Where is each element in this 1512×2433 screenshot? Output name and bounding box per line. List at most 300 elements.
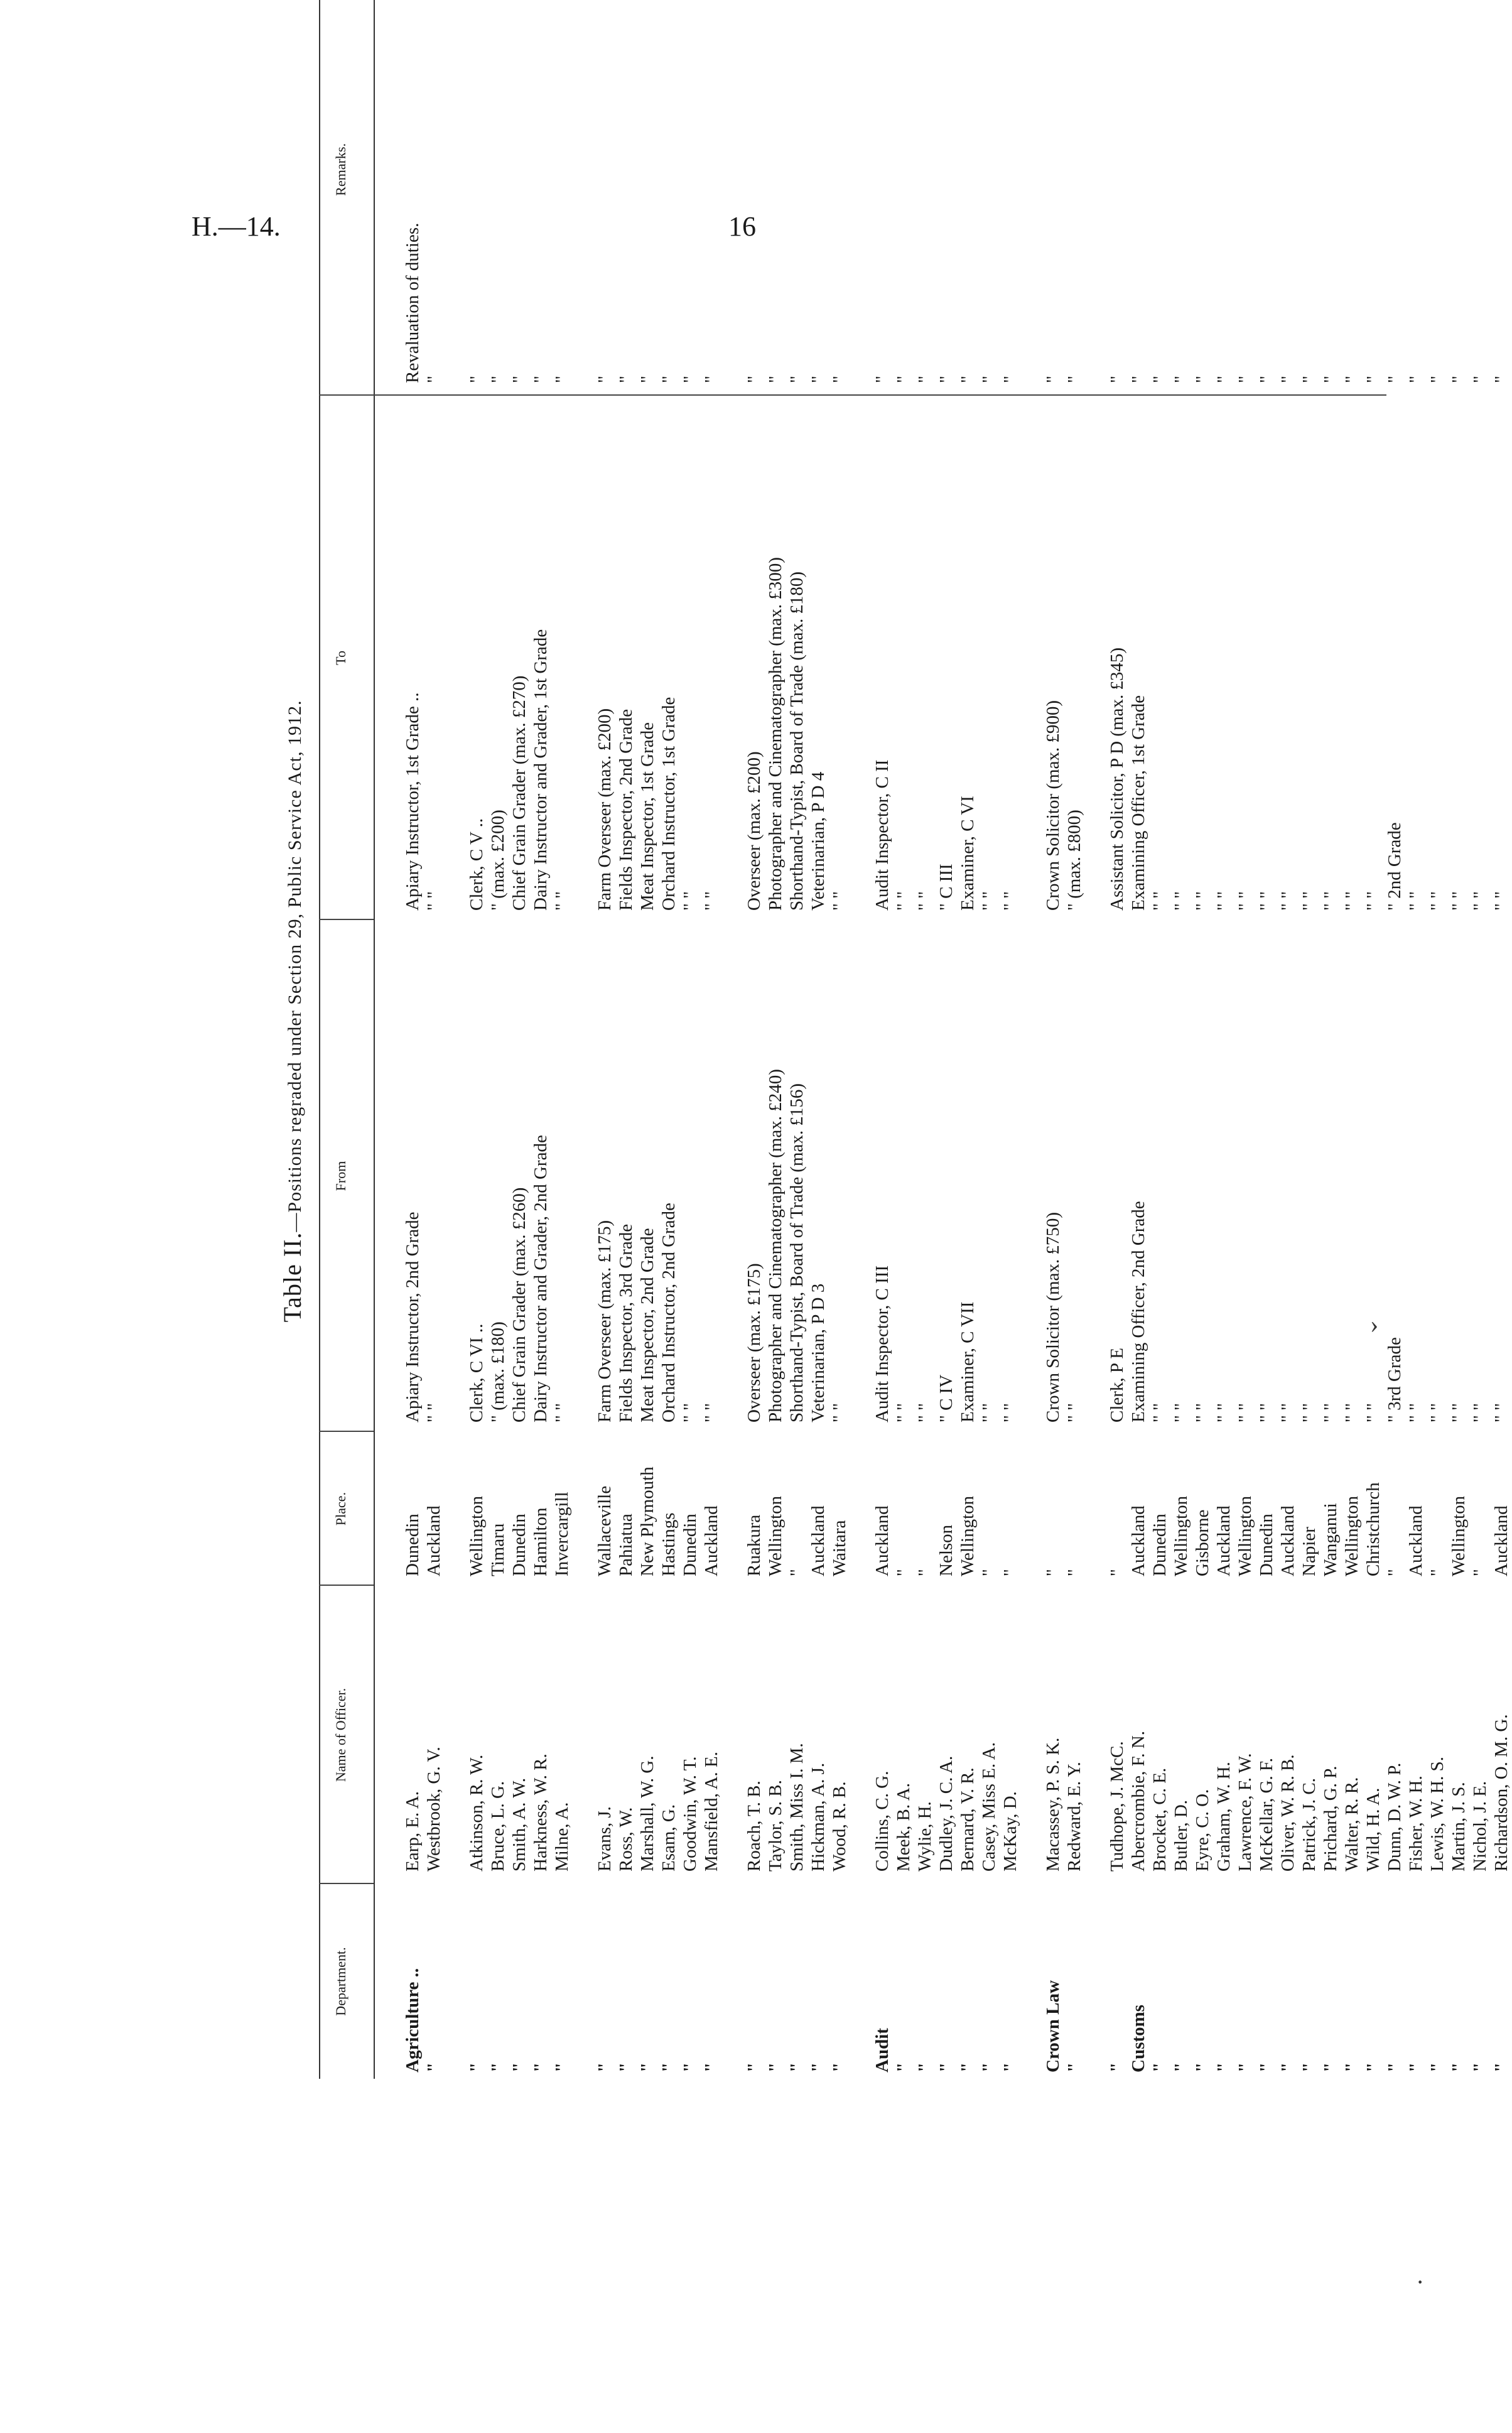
cell-name: Evans, J.: [595, 1806, 615, 1872]
cell-dept: ": [659, 2062, 679, 2073]
cell-remarks: ": [1150, 376, 1170, 383]
cell-to: Apiary Instructor, 1st Grade ..: [402, 692, 423, 911]
cell-remarks: ": [424, 376, 444, 383]
cell-remarks: ": [829, 376, 850, 383]
cell-to: Overseer (max. £200): [744, 751, 764, 911]
cell-from: Clerk, C VI ..: [467, 1323, 487, 1422]
cell-name: Bernard, V. R.: [958, 1767, 978, 1872]
cell-remarks: ": [680, 376, 700, 383]
cell-dept: Agriculture ..: [402, 1968, 423, 2073]
cell-name: Wild, H. A.: [1363, 1787, 1383, 1872]
cell-dept: ": [488, 2062, 508, 2073]
table-row: [1469, 0, 1491, 2079]
cell-place: ": [1000, 1569, 1020, 1576]
cell-remarks: ": [1299, 376, 1319, 383]
cell-from: Chief Grain Grader (max. £260): [509, 1187, 529, 1422]
table-body: [402, 0, 1512, 2079]
cell-to: " ": [1470, 891, 1490, 911]
cell-place: Auckland: [1128, 1505, 1148, 1576]
cell-name: Lewis, W. H. S.: [1427, 1757, 1447, 1872]
cell-from: Crown Solicitor (max. £750): [1043, 1211, 1063, 1422]
table-row: [701, 0, 722, 2079]
cell-name: Meek, B. A.: [894, 1783, 914, 1872]
header-bottom-rule: [374, 0, 375, 2079]
table-row: [765, 0, 786, 2079]
table-row: [786, 0, 807, 2079]
cell-name: Graham, W. H.: [1214, 1762, 1234, 1872]
cell-to: Orchard Instructor, 1st Grade: [659, 696, 679, 911]
cell-to: " ": [1320, 891, 1341, 911]
cell-place: Dunedin: [509, 1514, 529, 1576]
table-title: [278, 0, 307, 2079]
cell-dept: ": [1320, 2062, 1341, 2073]
cell-to: Veterinarian, P D 4: [808, 771, 828, 911]
cell-dept: ": [979, 2062, 999, 2073]
cell-to: " ": [1299, 891, 1319, 911]
table-row: [807, 0, 829, 2079]
cell-name: Tudhope, J. McC.: [1107, 1741, 1127, 1872]
cell-remarks: ": [1385, 376, 1405, 383]
cell-name: Hickman, A. J.: [808, 1762, 828, 1872]
cell-name: Eyre, C. O.: [1192, 1789, 1212, 1872]
cell-place: ": [1470, 1569, 1490, 1576]
table-row: [893, 0, 914, 2079]
table-row: [1128, 0, 1149, 2079]
cell-dept: ": [1064, 2062, 1084, 2073]
cell-place: Invercargill: [552, 1492, 572, 1576]
cell-name: Prichard, G. P.: [1320, 1765, 1341, 1872]
cell-from: " ": [829, 1403, 850, 1422]
cell-place: Wellington: [1235, 1495, 1255, 1576]
table-row: [1277, 0, 1299, 2079]
cell-remarks: ": [595, 376, 615, 383]
row-spacer: [1085, 0, 1106, 2079]
cell-to: " 2nd Grade: [1385, 822, 1405, 911]
cell-to: " ": [1150, 891, 1170, 911]
cell-to: " ": [701, 891, 721, 911]
cell-place: Wellington: [1342, 1495, 1362, 1576]
cell-to: " ": [1235, 891, 1255, 911]
cell-remarks: ": [1320, 376, 1341, 383]
cell-remarks: ": [1107, 376, 1127, 383]
cell-dept: ": [467, 2062, 487, 2073]
cell-place: Hamilton: [531, 1507, 551, 1576]
table-row: [1149, 0, 1170, 2079]
cell-place: Wallaceville: [595, 1485, 615, 1576]
cell-dept: Crown Law: [1043, 1980, 1063, 2073]
cell-to: " (max. £800): [1064, 810, 1084, 911]
cell-from: " ": [1171, 1403, 1191, 1422]
cell-place: ": [915, 1569, 935, 1576]
table-row: [1341, 0, 1363, 2079]
cell-name: Redward, E. Y.: [1064, 1762, 1084, 1872]
cell-place: Wellington: [467, 1495, 487, 1576]
cell-name: Milne, A.: [552, 1802, 572, 1872]
cell-name: Fisher, W. H.: [1406, 1775, 1426, 1872]
table-row: [402, 0, 423, 2079]
cell-from: Overseer (max. £175): [744, 1263, 764, 1422]
cell-place: ": [979, 1569, 999, 1576]
cell-from: " ": [1427, 1403, 1447, 1422]
cell-place: Wellington: [958, 1495, 978, 1576]
cell-dept: Audit: [872, 2028, 892, 2073]
cell-from: Photographer and Cinematographer (max. £240): [765, 1069, 786, 1422]
cell-remarks: ": [1064, 376, 1084, 383]
cell-dept: ": [1491, 2062, 1511, 2073]
margin-mark: ›: [1370, 1310, 1379, 1338]
cell-from: " ": [1235, 1403, 1255, 1422]
table-row: [978, 0, 1000, 2079]
col-header-from: From: [333, 1161, 348, 1191]
cell-dept: ": [1000, 2062, 1020, 2073]
cell-from: " ": [1470, 1403, 1490, 1422]
cell-name: Wylie, H.: [915, 1801, 935, 1872]
cell-from: " ": [1150, 1403, 1170, 1422]
cell-from: Shorthand-Typist, Board of Trade (max. £156): [787, 1083, 807, 1422]
cell-dept: ": [894, 2062, 914, 2073]
cell-to: Farm Overseer (max. £200): [595, 708, 615, 911]
cell-to: " ": [894, 891, 914, 911]
cell-from: " ": [979, 1403, 999, 1422]
cell-to: Dairy Instructor and Grader, 1st Grade: [531, 629, 551, 911]
cell-from: Dairy Instructor and Grader, 2nd Grade: [531, 1135, 551, 1422]
cell-remarks: ": [808, 376, 828, 383]
table-row: [1256, 0, 1277, 2079]
cell-name: Martin, J. S.: [1449, 1782, 1469, 1872]
row-spacer: [850, 0, 872, 2079]
table-row: [1363, 0, 1384, 2079]
cell-to: Crown Solicitor (max. £900): [1043, 700, 1063, 911]
cell-place: Auckland: [1491, 1505, 1511, 1576]
cell-remarks: ": [744, 376, 764, 383]
table-title-prefix: Table II.: [278, 1232, 306, 1323]
cell-to: " ": [1214, 891, 1234, 911]
table-row: [466, 0, 487, 2079]
cell-from: " ": [1064, 1403, 1084, 1422]
table-row: [1448, 0, 1469, 2079]
cell-place: ": [787, 1569, 807, 1576]
table-row: [487, 0, 509, 2079]
table-row: [1320, 0, 1341, 2079]
cell-dept: ": [936, 2062, 956, 2073]
cell-from: " ": [1299, 1403, 1319, 1422]
table-row: [594, 0, 615, 2079]
cell-place: Pahiatua: [616, 1514, 636, 1576]
cell-from: " ": [1214, 1403, 1234, 1422]
cell-to: " ": [1491, 891, 1511, 911]
cell-from: " 3rd Grade: [1385, 1337, 1405, 1422]
cell-remarks: ": [936, 376, 956, 383]
cell-dept: ": [1406, 2062, 1426, 2073]
cell-dept: ": [1150, 2062, 1170, 2073]
cell-dept: ": [509, 2062, 529, 2073]
cell-from: Audit Inspector, C III: [872, 1265, 892, 1422]
cell-from: " ": [1000, 1403, 1020, 1422]
table-row: [914, 0, 936, 2079]
cell-to: " ": [1363, 891, 1383, 911]
cell-place: ": [1427, 1569, 1447, 1576]
cell-to: " ": [424, 891, 444, 911]
cell-from: Apiary Instructor, 2nd Grade: [402, 1211, 423, 1422]
cell-remarks: ": [1342, 376, 1362, 383]
cell-place: ": [1064, 1569, 1084, 1576]
cell-to: Meat Inspector, 1st Grade: [637, 722, 657, 911]
cell-dept: ": [1363, 2062, 1383, 2073]
cell-from: Meat Inspector, 2nd Grade: [637, 1228, 657, 1422]
table-row: [743, 0, 765, 2079]
table-row: [829, 0, 850, 2079]
cell-from: Examiner, C VII: [958, 1301, 978, 1422]
cell-remarks: ": [488, 376, 508, 383]
cell-dept: ": [765, 2062, 786, 2073]
cell-dept: ": [1342, 2062, 1362, 2073]
cell-place: Wanganui: [1320, 1503, 1341, 1576]
cell-from: " ": [1256, 1403, 1277, 1422]
cell-from: " ": [424, 1403, 444, 1422]
cell-from: " ": [1363, 1403, 1383, 1422]
cell-from: " (max. £180): [488, 1321, 508, 1422]
cell-to: Clerk, C V ..: [467, 818, 487, 911]
cell-place: Wellington: [1171, 1495, 1191, 1576]
cell-place: Christchurch: [1363, 1482, 1383, 1576]
table-row: [1405, 0, 1427, 2079]
page-number: 16: [728, 211, 756, 242]
cell-from: " ": [552, 1403, 572, 1422]
cell-to: Photographer and Cinematographer (max. £300): [765, 557, 786, 911]
table-row: [509, 0, 530, 2079]
rotated-table: [245, 0, 1511, 2079]
cell-name: Casey, Miss E. A.: [979, 1742, 999, 1872]
cell-from: " ": [915, 1403, 935, 1422]
cell-remarks: ": [552, 376, 572, 383]
table-row: [1384, 0, 1405, 2079]
cell-place: Auckland: [872, 1505, 892, 1576]
cell-name: Mansfield, A. E.: [701, 1752, 721, 1872]
document-code: H.—14.: [192, 211, 281, 242]
table-row: [1491, 0, 1512, 2079]
cell-remarks: ": [787, 376, 807, 383]
cell-name: Butler, D.: [1171, 1799, 1191, 1872]
cell-name: Smith, A. W.: [509, 1777, 529, 1872]
table-row: [423, 0, 445, 2079]
cell-name: McKay, D.: [1000, 1791, 1020, 1872]
cell-to: " ": [1342, 891, 1362, 911]
cell-from: Veterinarian, P D 3: [808, 1283, 828, 1422]
cell-name: Brocket, C. E.: [1150, 1767, 1170, 1872]
cell-from: " ": [701, 1403, 721, 1422]
table-title-main: —Positions regraded under Section 29, Public Service Act, 1912.: [284, 700, 305, 1232]
cell-dept: ": [1192, 2062, 1212, 2073]
cell-to: Fields Inspector, 2nd Grade: [616, 709, 636, 911]
cell-to: " ": [915, 891, 935, 911]
table-row: [1064, 0, 1085, 2079]
cell-place: Dunedin: [680, 1514, 700, 1576]
cell-dept: ": [1299, 2062, 1319, 2073]
table-row: [1427, 0, 1448, 2079]
cell-from: Fields Inspector, 3rd Grade: [616, 1223, 636, 1422]
table-row: [1106, 0, 1128, 2079]
cell-to: " ": [1278, 891, 1298, 911]
row-spacer: [445, 0, 466, 2079]
cell-place: Dunedin: [1256, 1514, 1277, 1576]
cell-name: Richardson, O. M. G.: [1491, 1714, 1511, 1872]
cell-to: " ": [1171, 891, 1191, 911]
cell-from: " C IV: [936, 1374, 956, 1422]
cell-name: Dunn, D. W. P.: [1385, 1762, 1405, 1872]
cell-dept: ": [1449, 2062, 1469, 2073]
cell-remarks: ": [637, 376, 657, 383]
cell-name: Harkness, W. R.: [531, 1753, 551, 1872]
cell-from: Orchard Instructor, 2nd Grade: [659, 1203, 679, 1422]
cell-remarks: ": [894, 376, 914, 383]
cell-name: Roach, T. B.: [744, 1780, 764, 1872]
cell-to: " C III: [936, 864, 956, 911]
cell-remarks: ": [531, 376, 551, 383]
cell-place: Ruakura: [744, 1514, 764, 1576]
row-spacer: [573, 0, 594, 2079]
cell-place: Nelson: [936, 1524, 956, 1576]
cell-remarks: ": [1406, 376, 1426, 383]
cell-to: Assistant Solicitor, P D (max. £345): [1107, 647, 1127, 911]
cell-name: Lawrence, F. W.: [1235, 1753, 1255, 1872]
cell-place: ": [894, 1569, 914, 1576]
table-row: [679, 0, 701, 2079]
cell-dept: ": [829, 2062, 850, 2073]
cell-remarks: ": [1043, 376, 1063, 383]
cell-remarks: ": [701, 376, 721, 383]
cell-dept: ": [915, 2062, 935, 2073]
cell-remarks: ": [1000, 376, 1020, 383]
cell-remarks: ": [1192, 376, 1212, 383]
col-header-remarks: Remarks.: [333, 143, 348, 196]
cell-place: Waitara: [829, 1520, 850, 1576]
cell-name: McKellar, G. F.: [1256, 1758, 1277, 1872]
margin-mark: ·: [1416, 2268, 1425, 2296]
cell-dept: ": [637, 2062, 657, 2073]
cell-to: " ": [979, 891, 999, 911]
table-row: [872, 0, 893, 2079]
cell-dept: Customs: [1128, 2005, 1148, 2073]
cell-name: Atkinson, R. W.: [467, 1754, 487, 1872]
cell-name: Patrick, J. C.: [1299, 1777, 1319, 1872]
cell-place: ": [1043, 1569, 1063, 1576]
cell-remarks: ": [1235, 376, 1255, 383]
cell-to: " (max. £200): [488, 810, 508, 911]
col-header-department: Department.: [333, 1947, 348, 2016]
cell-dept: ": [424, 2062, 444, 2073]
table-row: [658, 0, 679, 2079]
cell-dept: ": [1214, 2062, 1234, 2073]
cell-remarks: ": [1278, 376, 1298, 383]
cell-from: Examining Officer, 2nd Grade: [1128, 1201, 1148, 1422]
cell-to: Examiner, C VI: [958, 796, 978, 911]
cell-remarks: ": [1427, 376, 1447, 383]
cell-dept: ": [595, 2062, 615, 2073]
cell-remarks: ": [1214, 376, 1234, 383]
cell-remarks: ": [1256, 376, 1277, 383]
cell-remarks: ": [1491, 376, 1511, 383]
cell-place: Wellington: [765, 1495, 786, 1576]
cell-remarks: ": [616, 376, 636, 383]
cell-from: " ": [1192, 1403, 1212, 1422]
cell-name: Collins, C. G.: [872, 1770, 892, 1872]
cell-name: Dudley, J. C. A.: [936, 1755, 956, 1872]
cell-to: Shorthand-Typist, Board of Trade (max. £180): [787, 571, 807, 911]
cell-dept: ": [552, 2062, 572, 2073]
table-row: [637, 0, 658, 2079]
cell-to: " ": [1427, 891, 1447, 911]
cell-to: " ": [829, 891, 850, 911]
cell-from: " ": [894, 1403, 914, 1422]
cell-remarks: Revaluation of duties.: [402, 222, 423, 383]
cell-name: Esam, G.: [659, 1804, 679, 1872]
cell-remarks: ": [872, 376, 892, 383]
cell-to: Audit Inspector, C II: [872, 759, 892, 911]
row-spacer: [1021, 0, 1042, 2079]
cell-dept: ": [1256, 2062, 1277, 2073]
table-row: [1042, 0, 1064, 2079]
cell-dept: ": [1427, 2062, 1447, 2073]
table-row: [1170, 0, 1192, 2079]
cell-dept: ": [1171, 2062, 1191, 2073]
cell-place: Auckland: [1214, 1505, 1234, 1576]
table-row: [957, 0, 978, 2079]
cell-place: Auckland: [424, 1505, 444, 1576]
cell-remarks: ": [1449, 376, 1469, 383]
cell-name: Ross, W.: [616, 1807, 636, 1872]
cell-dept: ": [616, 2062, 636, 2073]
cell-dept: ": [808, 2062, 828, 2073]
cell-place: ": [1385, 1569, 1405, 1576]
cell-place: New Plymouth: [637, 1466, 657, 1576]
cell-remarks: ": [509, 376, 529, 383]
table-row: [1213, 0, 1234, 2079]
cell-remarks: ": [765, 376, 786, 383]
cell-to: " ": [1000, 891, 1020, 911]
cell-dept: ": [744, 2062, 764, 2073]
cell-name: Smith, Miss I. M.: [787, 1743, 807, 1872]
cell-dept: ": [531, 2062, 551, 2073]
cell-from: " ": [1278, 1403, 1298, 1422]
cell-dept: ": [787, 2062, 807, 2073]
cell-place: Wellington: [1449, 1495, 1469, 1576]
cell-from: " ": [1491, 1403, 1511, 1422]
cell-from: " ": [1449, 1403, 1469, 1422]
cell-from: Farm Overseer (max. £175): [595, 1220, 615, 1422]
cell-to: Examining Officer, 1st Grade: [1128, 695, 1148, 911]
cell-from: " ": [1406, 1403, 1426, 1422]
cell-name: Nichol, J. E.: [1470, 1780, 1490, 1872]
cell-from: Clerk, P E: [1107, 1348, 1127, 1422]
cell-place: ": [1107, 1569, 1127, 1576]
table-row: [936, 0, 957, 2079]
cell-to: " ": [680, 891, 700, 911]
cell-place: Timaru: [488, 1523, 508, 1576]
cell-remarks: ": [1128, 376, 1148, 383]
row-spacer: [722, 0, 743, 2079]
cell-name: Earp, E. A.: [402, 1791, 423, 1872]
table-row: [615, 0, 637, 2079]
cell-remarks: ": [979, 376, 999, 383]
cell-name: Abercrombie, F. N.: [1128, 1731, 1148, 1872]
col-header-to: To: [333, 651, 348, 665]
cell-dept: ": [701, 2062, 721, 2073]
cell-dept: ": [958, 2062, 978, 2073]
cell-from: " ": [680, 1403, 700, 1422]
cell-place: Auckland: [808, 1505, 828, 1576]
header-top-rule: [319, 0, 320, 2079]
cell-to: " ": [1406, 891, 1426, 911]
